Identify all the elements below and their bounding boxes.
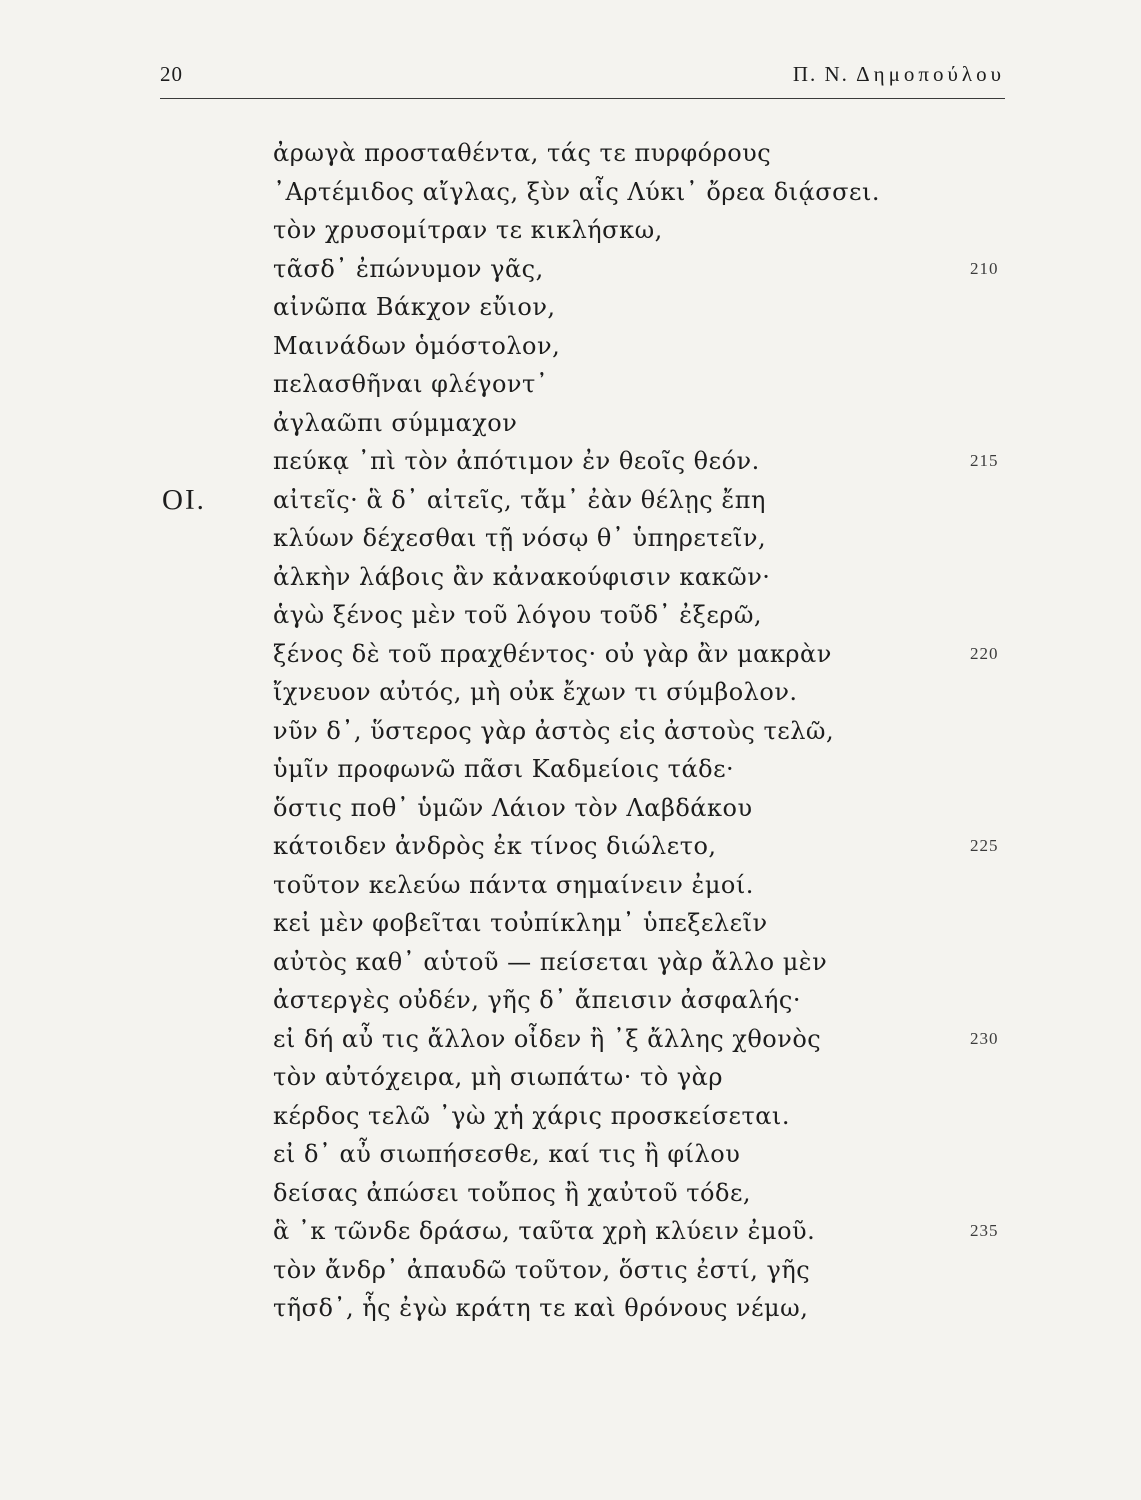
verse-line-text: αἰτεῖς· ἃ δ᾿ αἰτεῖς, τἄμ᾿ ἐὰν θέλῃς ἔπη (273, 485, 766, 514)
verse-line-text: τὸν αὐτόχειρα, μὴ σιωπάτω· τὸ γὰρ (273, 1063, 723, 1091)
verse-line (0, 827, 1141, 866)
verse-line (0, 327, 1141, 366)
line-number: 220 (970, 643, 999, 663)
verse-line-text: τὸν ἄνδρ᾿ ἀπαυδῶ τοῦτον, ὅστις ἐστί, γῆς (273, 1255, 811, 1284)
verse-line (0, 558, 1141, 597)
verse-line-text: ἀγλαῶπι σύμμαχον (273, 408, 518, 437)
verse-line (0, 943, 1141, 982)
verse-line-text: αἰνῶπα Βάκχον εὔιον, (273, 293, 556, 321)
verse-line (0, 596, 1141, 635)
verse-line-text: ἴχνευον αὐτός, μὴ οὐκ ἔχων τι σύμβολον. (273, 678, 798, 706)
verse-line-text: νῦν δ᾿, ὕστερος γὰρ ἀστὸς εἰς ἀστοὺς τελῶ, (273, 716, 835, 745)
author-name: Δημοπούλου (856, 62, 1005, 86)
verse-line-text: Μαινάδων ὁμόστολον, (273, 331, 561, 360)
verse-line (0, 981, 1141, 1020)
verse-line-text: πεύκᾳ ᾿πὶ τὸν ἀπότιμον ἐν θεοῖς θεόν. (273, 447, 760, 475)
verse-line (0, 519, 1141, 558)
verse-line-text: τὸν χρυσομίτραν τε κικλήσκω, (273, 216, 663, 244)
verse-line (0, 288, 1141, 327)
line-number: 210 (970, 258, 999, 278)
verse-line (0, 442, 1141, 481)
verse-line-text: κλύων δέχεσθαι τῇ νόσῳ θ᾿ ὑπηρετεῖν, (273, 524, 767, 552)
verse-line (0, 1135, 1141, 1174)
verse-line (0, 1251, 1141, 1290)
line-number: 235 (970, 1221, 999, 1240)
verse-block (0, 134, 1141, 1328)
verse-line-text: ὅστις ποθ᾿ ὑμῶν Λάιον τὸν Λαβδάκου (273, 793, 753, 822)
verse-line (0, 866, 1141, 905)
verse-line-text: ἀστεργὲς οὐδέν, γῆς δ᾿ ἄπεισιν ἀσφαλής· (273, 986, 801, 1014)
verse-line-text: ἃ ᾿κ τῶνδε δράσω, ταῦτα χρὴ κλύειν ἐμοῦ. (273, 1217, 816, 1245)
verse-line-text: τᾶσδ᾿ ἐπώνυμον γᾶς, (273, 254, 544, 283)
line-number: 215 (970, 451, 999, 470)
verse-line-text: τοῦτον κελεύω πάντα σημαίνειν ἐμοί. (273, 870, 754, 899)
verse-line (0, 750, 1141, 789)
verse-line-text: κεἰ μὲν φοβεῖται τοὐπίκλημ᾿ ὑπεξελεῖν (273, 909, 768, 937)
verse-line-text: πελασθῆναι φλέγοντ᾿ (273, 370, 549, 398)
speaker-label: ΟΙ. (162, 483, 206, 516)
author-initials: Π. Ν. (792, 62, 849, 86)
verse-line-text: ᾿Αρτέμιδος αἴγλας, ξὺν αἷς Λύκι᾿ ὄρεα διᾴσσει. (273, 177, 881, 206)
line-number: 225 (970, 836, 999, 855)
running-head (793, 62, 1005, 87)
verse-line (0, 1174, 1141, 1213)
line-number: 230 (970, 1028, 999, 1048)
verse-line (0, 365, 1141, 404)
verse-line (0, 211, 1141, 250)
verse-line (0, 635, 1141, 674)
verse-line (0, 673, 1141, 712)
verse-line (0, 404, 1141, 443)
verse-line (0, 134, 1141, 173)
verse-line (0, 1058, 1141, 1097)
verse-line-text: ὑμῖν προφωνῶ πᾶσι Καδμείοις τάδε· (273, 755, 735, 783)
page-number: 20 (160, 62, 183, 86)
verse-line-text: δείσας ἀπώσει τοὔπος ἢ χαὐτοῦ τόδε, (273, 1178, 751, 1207)
verse-line-text: αὐτὸς καθ᾿ αὑτοῦ — πείσεται γὰρ ἄλλο μὲν (273, 947, 828, 976)
verse-line (0, 1020, 1141, 1059)
verse-line (0, 173, 1141, 212)
running-header (160, 62, 1005, 99)
verse-line-text: εἰ δ᾿ αὖ σιωπήσεσθε, καί τις ἢ φίλου (273, 1140, 741, 1168)
verse-line (0, 1097, 1141, 1136)
verse-line (0, 481, 1141, 520)
verse-line-text: τῆσδ᾿, ἧς ἐγὼ κράτη τε καὶ θρόνους νέμω, (273, 1294, 809, 1322)
verse-line-text: ἀλκὴν λάβοις ἂν κἀνακούφισιν κακῶν· (273, 562, 771, 591)
verse-line (0, 1289, 1141, 1328)
verse-line-text: ξένος δὲ τοῦ πραχθέντος· οὐ γὰρ ἂν μακρὰν (273, 639, 832, 668)
verse-line-text: εἰ δή αὖ τις ἄλλον οἶδεν ἢ ᾿ξ ἄλλης χθονὸς (273, 1024, 822, 1053)
verse-line-text: ἁγὼ ξένος μὲν τοῦ λόγου τοῦδ᾿ ἐξερῶ, (273, 601, 763, 629)
verse-line (0, 250, 1141, 289)
verse-line-text: ἀρωγὰ προσταθέντα, τάς τε πυρφόρους (273, 139, 772, 167)
verse-line (0, 712, 1141, 751)
verse-line (0, 789, 1141, 828)
verse-line-text: κάτοιδεν ἀνδρὸς ἐκ τίνος διώλετο, (273, 832, 717, 860)
verse-line (0, 904, 1141, 943)
verse-line (0, 1212, 1141, 1251)
verse-line-text: κέρδος τελῶ ᾿γὼ χἡ χάρις προσκείσεται. (273, 1101, 790, 1130)
